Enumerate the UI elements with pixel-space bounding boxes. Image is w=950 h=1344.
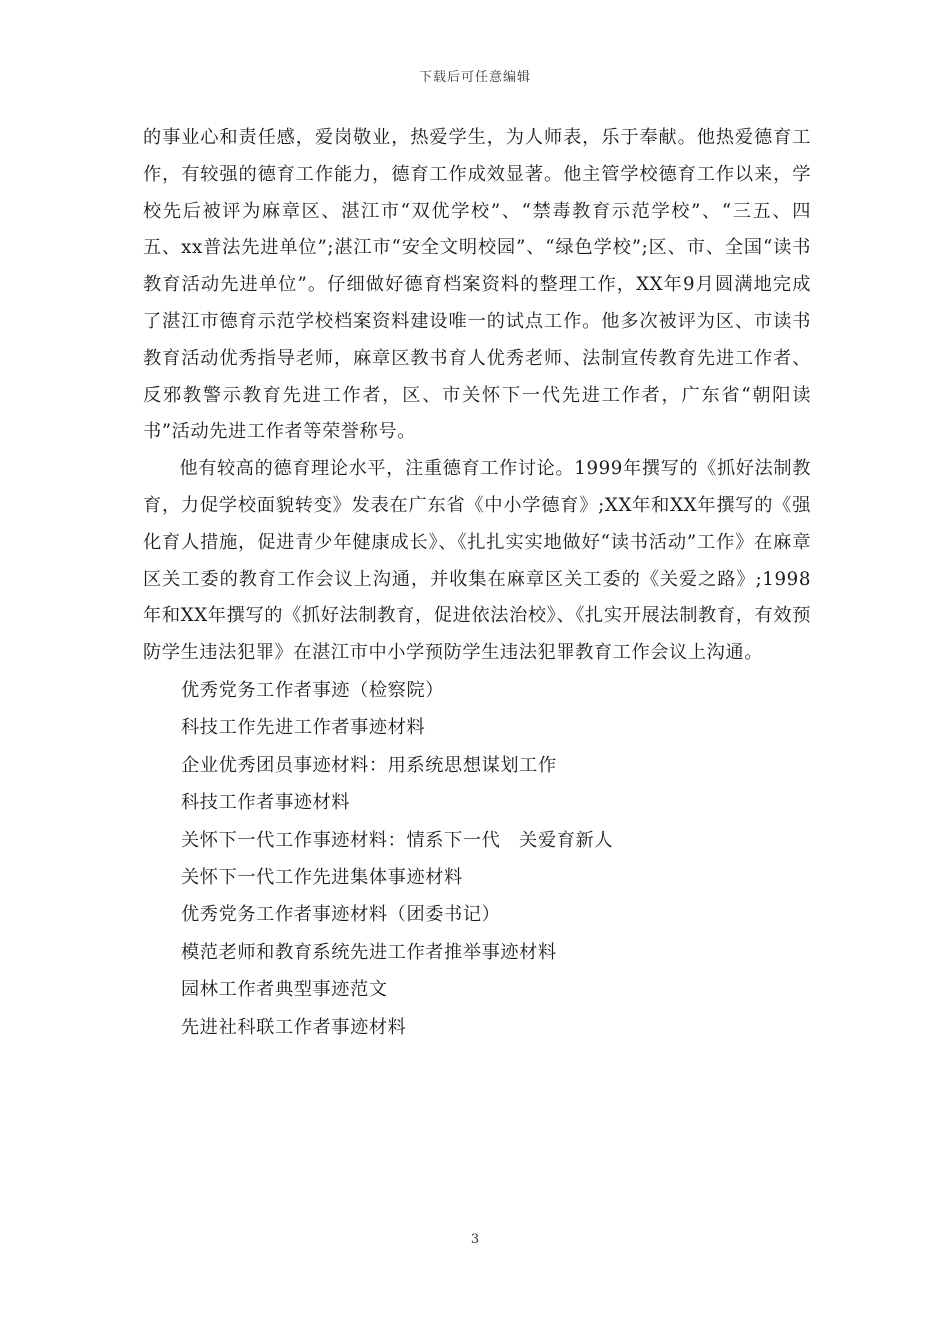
document-body (143, 120, 811, 1046)
paragraph-continued: 的事业心和责任感，爱岗敬业，热爱学生，为人师表，乐于奉献。他热爱德育工作，有较强的德育工作能力，德育工作成效显著。他主管学校德育工作以来，学校先后被评为麻章区、湛江市“双优学校”、“禁毒教育示范学校”、“三五、四五、xx普法先进单位”;湛江市“安全文明校园”、“绿色学校”;区、市、全国“读书教育活动先进单位”。仔细做好德育档案资料的整理工作，XX年9月圆满地完成了湛江市德育示范学校档案资料建设唯一的试点工作。他多次被评为区、市读书教育活动优秀指导老师，麻章区教书育人优秀老师、法制宣传教育先进工作者、反邪教警示教育先进工作者，区、市关怀下一代先进工作者，广东省“朝阳读书”活动先进工作者等荣誉称号。 (143, 127, 811, 443)
related-title-item: 关怀下一代工作先进集体事迹材料 (181, 866, 463, 888)
related-title-item: 关怀下一代工作事迹材料：情系下一代 关爱育新人 (181, 829, 614, 851)
related-title-item: 先进社科联工作者事迹材料 (181, 1016, 407, 1038)
related-title-item: 优秀党务工作者事迹（检察院） (181, 679, 445, 701)
page-header: 下载后可任意编辑 (418, 70, 531, 85)
related-title-item: 科技工作者事迹材料 (181, 792, 351, 814)
page-number: 3 (470, 1232, 480, 1247)
related-title-item: 企业优秀团员事迹材料：用系统思想谋划工作 (181, 754, 557, 776)
related-title-item: 优秀党务工作者事迹材料（团委书记） (181, 904, 501, 926)
related-titles-list (143, 672, 811, 1046)
related-title-item: 科技工作先进工作者事迹材料 (181, 717, 426, 739)
related-title-item: 模范老师和教育系统先进工作者推举事迹材料 (181, 941, 557, 963)
related-title-item: 园林工作者典型事迹范文 (181, 979, 388, 1001)
paragraph-theory-writings: 他有较高的德育理论水平，注重德育工作讨论。1999年撰写的《抓好法制教育，力促学校面貌转变》发表在广东省《中小学德育》;XX年和XX年撰写的《强化育人措施，促进青少年健康成长》、《扎扎实实地做好“读书活动”工作》在麻章区关工委的教育工作会议上沟通，并收集在麻章区关工委的《关爱之路》;1998年和XX年撰写的《抓好法制教育，促进依法治校》、《扎实开展法制教育，有效预防学生违法犯罪》在湛江市中小学预防学生违法犯罪教育工作会议上沟通。 (143, 458, 811, 664)
